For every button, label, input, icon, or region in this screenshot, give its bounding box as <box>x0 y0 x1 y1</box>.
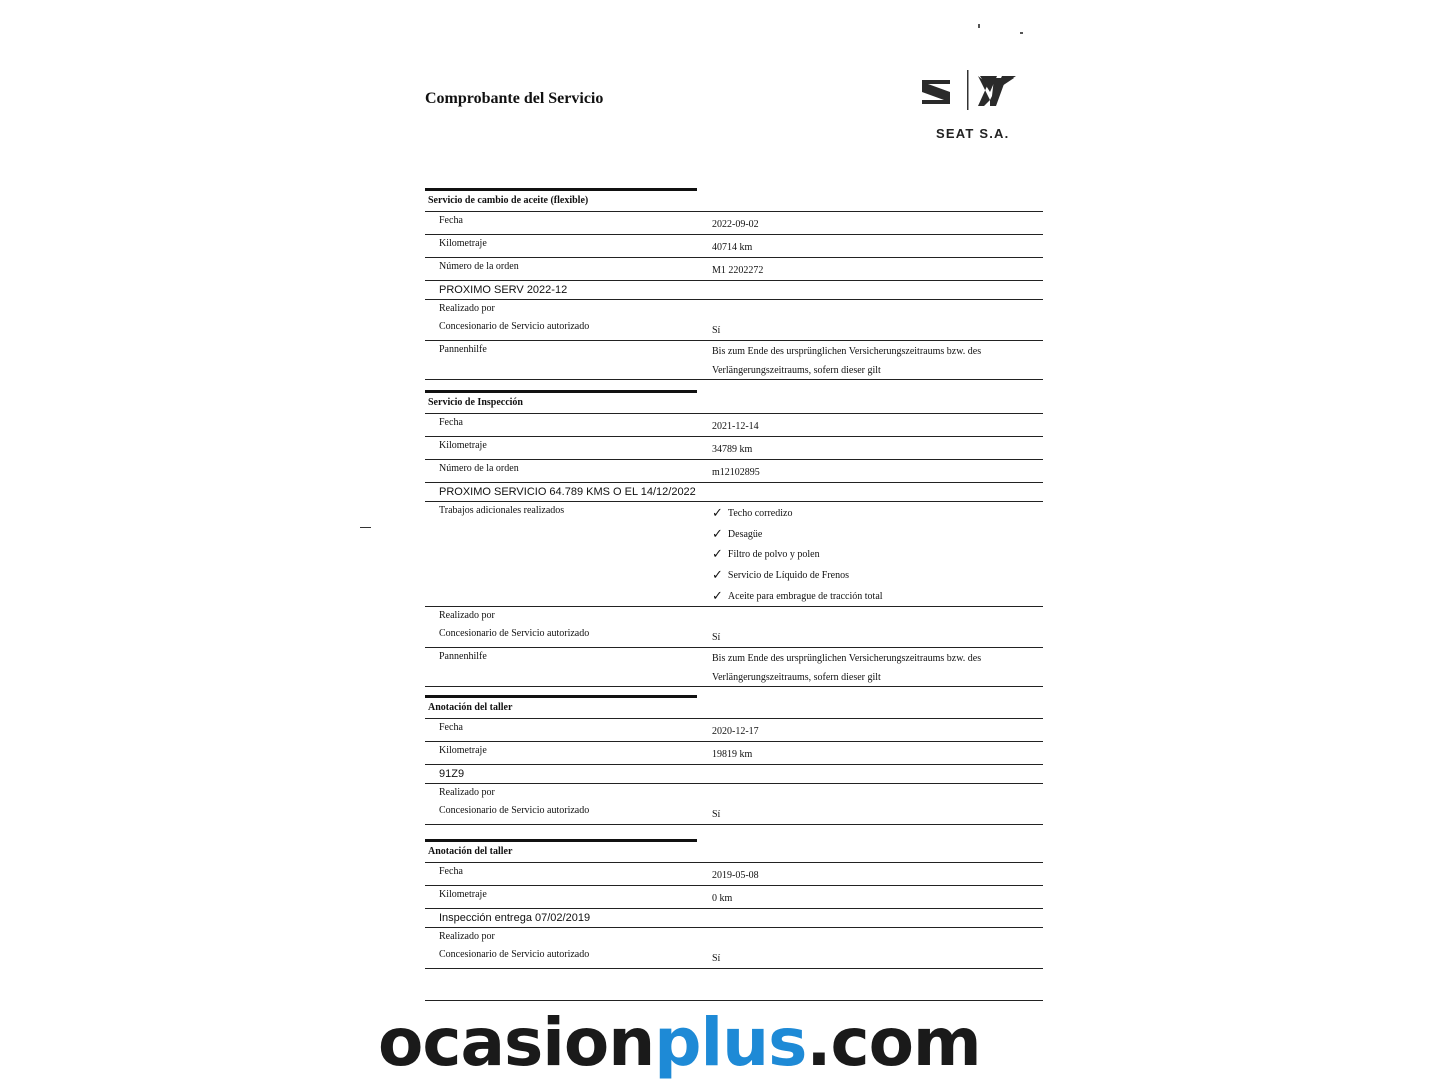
list-item <box>712 586 1043 607</box>
list-item <box>712 545 1043 566</box>
row-label: Concesionario de Servicio autorizado <box>439 805 590 816</box>
seat-logo-icon <box>922 80 950 104</box>
row-fecha <box>425 212 1043 235</box>
row-note-text: PROXIMO SERVICIO 64.789 KMS O EL 14/12/2022 <box>439 486 696 498</box>
row-concesionario <box>425 802 1043 825</box>
row-concesionario <box>425 625 1043 648</box>
row-note-text: 91Z9 <box>439 768 465 780</box>
list-item <box>712 565 1043 586</box>
row-realizado <box>425 607 1043 625</box>
section-title: Servicio de Inspección <box>425 393 1043 414</box>
row-fecha <box>425 414 1043 437</box>
row-label: Concesionario de Servicio autorizado <box>439 628 590 639</box>
row-label: Fecha <box>439 866 463 877</box>
row-label: Fecha <box>439 215 463 226</box>
row-label: Fecha <box>439 417 463 428</box>
row-value: 2022-09-02 <box>712 219 759 230</box>
logo-text: SEAT S.A. <box>936 126 1010 141</box>
row-label: Concesionario de Servicio autorizado <box>439 321 590 332</box>
cupra-logo-icon <box>978 76 1016 106</box>
section-oil-change <box>425 188 1043 380</box>
trabajos-list <box>712 503 1043 607</box>
row-value: Bis zum Ende des ursprünglichen Versicherungszeitraums bzw. des Verlängerungszeitraums, sofern dieser gilt <box>712 346 982 376</box>
row-note <box>425 909 1043 928</box>
row-value: Bis zum Ende des ursprünglichen Versicherungszeitraums bzw. des Verlängerungszeitraums, sofern dieser gilt <box>712 653 982 683</box>
row-label: Kilometraje <box>439 889 487 900</box>
row-label: Fecha <box>439 722 463 733</box>
row-value: m12102895 <box>712 467 760 478</box>
row-value: M1 2202272 <box>712 265 764 276</box>
checkmark-icon: ✓ <box>712 589 723 605</box>
section-title: Anotación del taller <box>425 698 1043 719</box>
row-concesionario <box>425 946 1043 969</box>
row-realizado <box>425 784 1043 802</box>
list-item-text: Desagüe <box>727 528 763 540</box>
row-note-text: Inspección entrega 07/02/2019 <box>439 912 591 924</box>
row-label: Kilometraje <box>439 440 487 451</box>
footer-rule <box>425 1000 1043 1001</box>
row-fecha <box>425 719 1043 742</box>
row-realizado <box>425 928 1043 946</box>
row-kilometraje <box>425 742 1043 765</box>
row-value: 34789 km <box>712 444 753 455</box>
row-fecha <box>425 863 1043 886</box>
row-label: Realizado por <box>439 787 495 798</box>
row-value: Sí <box>712 325 721 336</box>
checkmark-icon: ✓ <box>712 505 723 521</box>
row-orden <box>425 460 1043 483</box>
row-value: 2021-12-14 <box>712 421 759 432</box>
row-label: Kilometraje <box>439 745 487 756</box>
list-item-text: Servicio de Líquido de Frenos <box>727 570 849 582</box>
row-value: Sí <box>712 632 721 643</box>
row-value: 0 km <box>712 893 733 904</box>
row-label: Trabajos adicionales realizados <box>439 505 565 516</box>
row-trabajos <box>425 502 1043 607</box>
row-label: Número de la orden <box>439 463 519 474</box>
checkmark-icon: ✓ <box>712 568 723 584</box>
row-value: 2020-12-17 <box>712 726 759 737</box>
list-item <box>712 503 1043 524</box>
row-label: Realizado por <box>439 610 495 621</box>
scan-speck <box>1020 32 1023 34</box>
row-note-text: PROXIMO SERV 2022-12 <box>439 284 568 296</box>
row-label: Realizado por <box>439 931 495 942</box>
row-label: Realizado por <box>439 303 495 314</box>
row-value: Sí <box>712 953 721 964</box>
row-kilometraje <box>425 886 1043 909</box>
row-label: Número de la orden <box>439 261 519 272</box>
row-pannenhilfe <box>425 341 1043 380</box>
row-label: Kilometraje <box>439 238 487 249</box>
seat-cupra-logo-icon <box>918 70 1018 114</box>
scan-speck <box>978 24 980 28</box>
row-note <box>425 765 1043 784</box>
scan-mark <box>360 527 371 528</box>
row-value: 2019-05-08 <box>712 870 759 881</box>
ocasionplus-watermark <box>378 1004 1068 1081</box>
list-item-text: Techo corredizo <box>727 507 793 519</box>
page-title: Comprobante del Servicio <box>425 90 604 107</box>
row-kilometraje <box>425 235 1043 258</box>
row-pannenhilfe <box>425 648 1043 687</box>
row-label: Pannenhilfe <box>439 651 487 662</box>
brand-part-ocasion: ocasion <box>378 1004 655 1081</box>
row-value: 19819 km <box>712 749 753 760</box>
section-title: Servicio de cambio de aceite (flexible) <box>425 191 1043 212</box>
checkmark-icon: ✓ <box>712 526 723 542</box>
section-inspection <box>425 390 1043 687</box>
row-label: Pannenhilfe <box>439 344 487 355</box>
row-note <box>425 483 1043 502</box>
row-realizado <box>425 300 1043 318</box>
list-item-text: Filtro de polvo y polen <box>727 549 820 561</box>
section-workshop-note-1 <box>425 695 1043 825</box>
row-orden <box>425 258 1043 281</box>
row-concesionario <box>425 318 1043 341</box>
checkmark-icon: ✓ <box>712 547 723 563</box>
brand-part-plus: plus <box>654 1004 807 1081</box>
row-value: 40714 km <box>712 242 753 253</box>
section-workshop-note-2 <box>425 839 1043 969</box>
list-item <box>712 524 1043 545</box>
row-label: Concesionario de Servicio autorizado <box>439 949 590 960</box>
seat-sa-logo <box>918 70 1018 140</box>
row-value: Sí <box>712 809 721 820</box>
brand-part-com: .com <box>806 1004 981 1081</box>
row-kilometraje <box>425 437 1043 460</box>
list-item-text: Aceite para embrague de tracción total <box>727 591 883 603</box>
row-note <box>425 281 1043 300</box>
section-title: Anotación del taller <box>425 842 1043 863</box>
